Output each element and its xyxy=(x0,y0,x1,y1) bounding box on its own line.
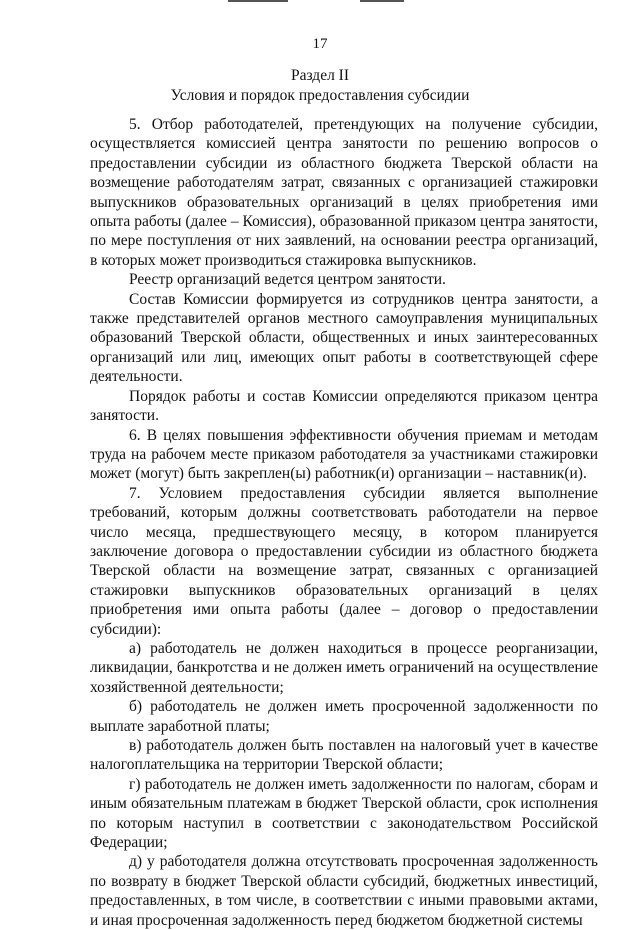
paragraph-registry: Реестр организаций ведется центром занятости. xyxy=(129,271,446,289)
section-header xyxy=(0,66,640,106)
section-title: Условия и порядок предоставления субсидии xyxy=(170,87,470,104)
requirement-b: б) работодатель не должен иметь просроченной задолженности по выплате заработной платы; xyxy=(90,698,598,735)
paragraph-7: 7. Условием предоставления субсидии является выполнение требований, которым должны соответствовать работодатели на первое число месяца, предшествующего месяцу, в котором планируется заключение договора о предоставлении субсидии из областного бюджета Тверской области на возмещение затрат, связанных с организацией стажировки выпускников образовательных организаций в целях приобретения ими опыта работы (далее – договор о предоставлении субсидии): xyxy=(90,484,598,638)
section-heading: Раздел II xyxy=(290,67,350,84)
scan-edge-marks xyxy=(0,0,640,4)
page-number: 17 xyxy=(312,36,328,52)
document-body xyxy=(90,115,598,930)
requirement-v: в) работодатель должен быть поставлен на налоговый учет в качестве налогоплательщика на территории Тверской области; xyxy=(90,737,598,774)
paragraph-commission-composition: Состав Комиссии формируется из сотрудников центра занятости, а также представителей органов местного самоуправления муниципальных образований Тверской области, общественных и иных заинтересованных организаций или лиц, имеющих опыт работы в соответствующей сфере деятельности. xyxy=(90,290,598,386)
requirement-g: г) работодатель не должен иметь задолженности по налогам, сборам и иным обязательным платежам в бюджет Тверской области, срок исполнения по которым наступил в соответствии с законодательством Российской Федерации; xyxy=(90,775,598,852)
paragraph-commission-procedure: Порядок работы и состав Комиссии определяются приказом центра занятости. xyxy=(90,387,598,425)
paragraph-6: 6. В целях повышения эффективности обучения приемам и методам труда на рабочем месте приказом работодателя за участниками стажировки может (могут) быть закреплен(ы) работник(и) организации – наставник(и). xyxy=(90,426,598,483)
requirement-d: д) у работодателя должна отсутствовать просроченная задолженность по возврату в бюджет Тверской области субсидий, бюджетных инвестиций, предоставленных, в том числе, в соответствии с иными правовыми актами, и иная просроченная задолженность перед бюджетом бюджетной системы xyxy=(90,853,598,929)
paragraph-5: 5. Отбор работодателей, претендующих на получение субсидии, осуществляется комиссией центра занятости по решению вопросов о предоставлении субсидии из областного бюджета Тверской области на возмещение работодателям затрат, связанных с организацией стажировки выпускников образовательных организаций в целях приобретения ими опыта работы (далее – Комиссия), образованной приказом центра занятости, по мере поступления от них заявлений, на основании реестра организаций, в которых может производиться стажировка выпускников. xyxy=(90,116,598,269)
requirement-a: а) работодатель не должен находиться в процессе реорганизации, ликвидации, банкротства и не должен иметь ограничений на осуществление хозяйственной деятельности; xyxy=(90,639,598,696)
